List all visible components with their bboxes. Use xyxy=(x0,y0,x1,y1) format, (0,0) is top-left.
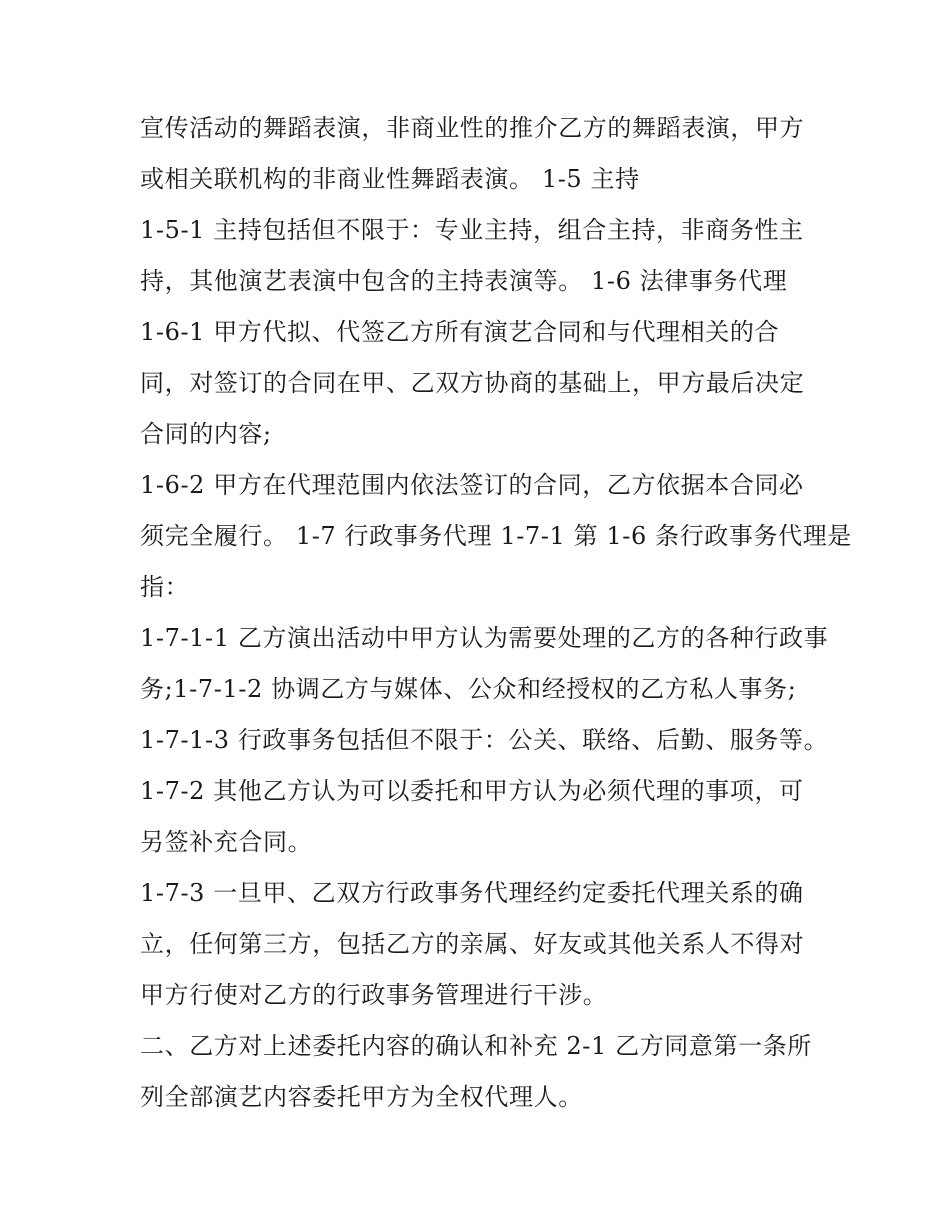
text-line: 宣传活动的舞蹈表演，非商业性的推介乙方的舞蹈表演，甲方 xyxy=(140,114,805,142)
text-line: 务;1-7-1-2 协调乙方与媒体、公众和经授权的乙方私人事务; xyxy=(140,675,797,703)
text-line: 二、乙方对上述委托内容的确认和补充 2-1 乙方同意第一条所 xyxy=(140,1032,812,1060)
text-line: 合同的内容; xyxy=(140,420,272,448)
text-line: 须完全履行。 1-7 行政事务代理 1-7-1 第 1-6 条行政事务代理是 xyxy=(140,522,852,550)
text-line: 1-5-1 主持包括但不限于：专业主持，组合主持，非商务性主 xyxy=(140,216,804,244)
text-line: 1-7-2 其他乙方认为可以委托和甲方认为必须代理的事项，可 xyxy=(140,777,804,805)
text-line: 列全部演艺内容委托甲方为全权代理人。 xyxy=(140,1083,583,1111)
document-body xyxy=(140,103,852,1123)
text-line: 另签补充合同。 xyxy=(140,828,313,856)
text-line: 或相关联机构的非商业性舞蹈表演。 1-5 主持 xyxy=(140,165,640,193)
text-line: 1-7-1-1 乙方演出活动中甲方认为需要处理的乙方的各种行政事 xyxy=(140,624,829,652)
text-line: 1-6-1 甲方代拟、代签乙方所有演艺合同和与代理相关的合 xyxy=(140,318,780,346)
text-line: 指： xyxy=(140,573,190,601)
text-line: 甲方行使对乙方的行政事务管理进行干涉。 xyxy=(140,981,608,1009)
text-line: 1-7-3 一旦甲、乙双方行政事务代理经约定委托代理关系的确 xyxy=(140,879,804,907)
text-line: 1-6-2 甲方在代理范围内依法签订的合同，乙方依据本合同必 xyxy=(140,471,804,499)
text-line: 同，对签订的合同在甲、乙双方协商的基础上，甲方最后决定 xyxy=(140,369,805,397)
text-line: 立，任何第三方，包括乙方的亲属、好友或其他关系人不得对 xyxy=(140,930,805,958)
text-line: 1-7-1-3 行政事务包括但不限于：公关、联络、后勤、服务等。 xyxy=(140,726,829,754)
text-line: 持，其他演艺表演中包含的主持表演等。 1-6 法律事务代理 xyxy=(140,267,788,295)
